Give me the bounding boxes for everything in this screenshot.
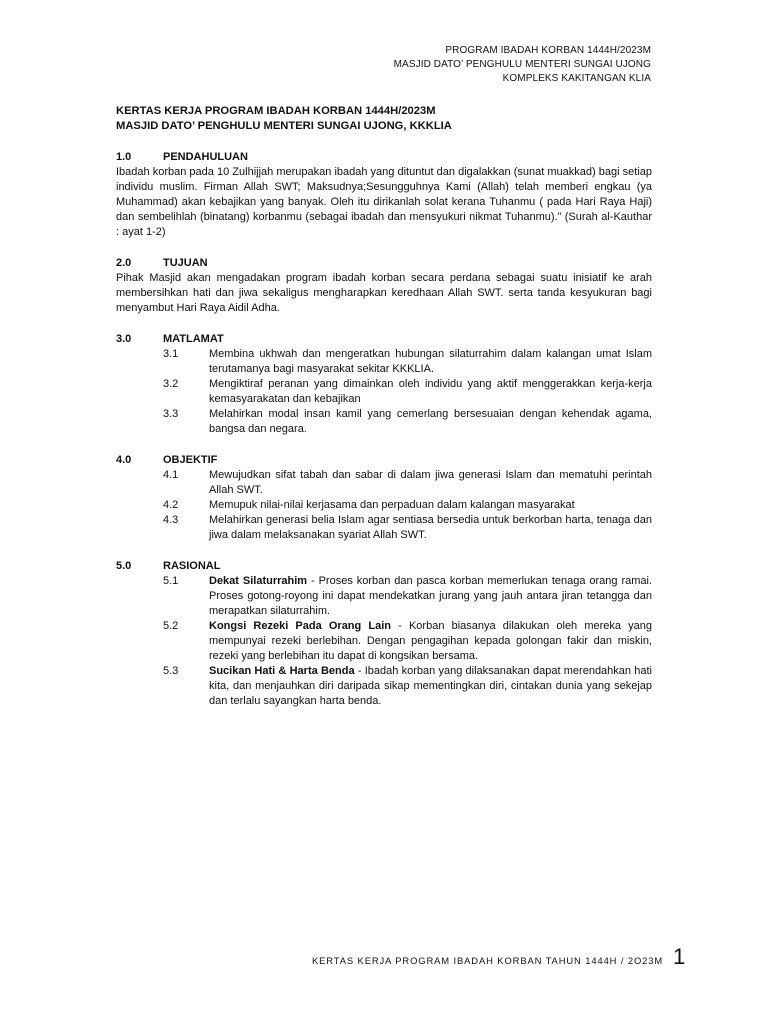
item-text: Melahirkan generasi belia Islam agar sentiasa bersedia untuk berkorban harta, tenaga dan jiwa dalam melaksanakan syariat Allah SWT. [209, 514, 652, 541]
header-line: PROGRAM IBADAH KORBAN 1444H/2023M [445, 45, 651, 56]
item-text: Membina ukhwah dan mengeratkan hubungan silaturrahim dalam kalangan umat Islam terutamanya bagi masyarakat sekitar KKKLIA. [209, 348, 652, 375]
section-tujuan [116, 256, 652, 316]
section-heading [116, 150, 652, 165]
running-footer: KERTAS KERJA PROGRAM IBADAH KORBAN TAHUN 1444H / 2O23M [312, 955, 664, 966]
section-pendahuluan [116, 150, 652, 240]
item-number: 3.3 [163, 408, 179, 420]
section-title: RASIONAL [163, 560, 221, 572]
list-item [163, 574, 652, 619]
item-text: Mengiktiraf peranan yang dimainkan oleh individu yang aktif menggerakkan kerja-kerja kemasyarakatan dan kebajikan [209, 378, 652, 405]
item-body: - Ibadah korban yang dilaksanakan dapat merendahkan hati kita, dan menjauhkan diri daripada sikap mementingkan diri, cintakan dunia yang sekejap dan terlalu sayangkan harta benda. [209, 665, 652, 707]
section-heading [116, 332, 652, 347]
section-objektif [116, 453, 652, 543]
list-item [163, 407, 652, 437]
section-number: 5.0 [116, 560, 132, 572]
item-number: 5.2 [163, 620, 179, 632]
list-item [163, 513, 652, 543]
item-lead: Dekat Silaturrahim [209, 575, 308, 587]
page-number: 1 [673, 944, 686, 969]
running-header [394, 44, 651, 86]
list-item [163, 498, 652, 513]
section-title: OBJEKTIF [163, 454, 218, 466]
item-text [209, 664, 652, 709]
title-line: KERTAS KERJA PROGRAM IBADAH KORBAN 1444H/2023M [116, 105, 436, 117]
list-item [163, 664, 652, 709]
item-number: 3.1 [163, 348, 179, 360]
header-line: MASJID DATO’ PENGHULU MENTERI SUNGAI UJONG [393, 59, 651, 70]
title-line: MASJID DATO’ PENGHULU MENTERI SUNGAI UJONG, KKKLIA [116, 120, 452, 132]
section-paragraph: Pihak Masjid akan mengadakan program ibadah korban secara perdana sebagai suatu inisiatif ke arah membersihkan hati dan jiwa sekaligus mengharapkan keredhaan Allah SWT. serta tanda kesyukuran bagi menyambut Hari Raya Aidil Adha. [116, 272, 652, 314]
section-rasional [116, 559, 652, 709]
item-number: 3.2 [163, 378, 179, 390]
item-text [209, 619, 652, 664]
item-number: 4.2 [163, 499, 179, 511]
list-item [163, 347, 652, 377]
section-title: TUJUAN [163, 257, 208, 269]
section-number: 1.0 [116, 151, 132, 163]
item-number: 4.1 [163, 469, 179, 481]
item-body: - Proses korban dan pasca korban memerlukan tenaga orang ramai. Proses gotong-royong ini dapat mendekatkan jurang yang jauh antara jiran tetangga dan merapatkan silaturrahim. [209, 575, 653, 617]
section-heading [116, 453, 652, 468]
item-lead: Kongsi Rezeki Pada Orang Lain [209, 620, 392, 632]
item-text: Mewujudkan sifat tabah dan sabar di dalam jiwa generasi Islam dan mematuhi perintah Allah SWT. [209, 469, 652, 496]
item-number: 5.1 [163, 575, 179, 587]
item-number: 4.3 [163, 514, 179, 526]
section-heading [116, 256, 652, 271]
section-title: MATLAMAT [163, 333, 224, 345]
item-lead: Sucikan Hati & Harta Benda [209, 665, 355, 677]
section-heading [116, 559, 652, 574]
item-number: 5.3 [163, 665, 179, 677]
list-item [163, 468, 652, 498]
section-number: 2.0 [116, 257, 132, 269]
item-body: - Korban biasanya dilakukan oleh mereka yang mempunyai rezeki berlebihan. Dengan pengagihan kepada golongan fakir dan miskin, rezeki yang berlebihan itu dapat di kongsikan bersama. [209, 620, 652, 662]
section-matlamat [116, 332, 652, 437]
section-paragraph: Ibadah korban pada 10 Zulhijjah merupakan ibadah yang dituntut dan digalakkan (sunat muakkad) bagi setiap individu muslim. Firman Allah SWT; Maksudnya;Sesungguhnya Kami (Allah) telah memberi engkau (ya Muhammad) akan kebajikan yang banyak. Oleh itu dirikanlah solat kerana Tuhanmu ( pada Hari Raya Haji) dan sembelihlah (binatang) korbanmu (sebagai ibadah dan mensyukuri nikmat Tuhanmu).” (Surah al-Kauthar : ayat 1-2) [116, 166, 652, 238]
document-body [116, 104, 652, 709]
header-line: KOMPLEKS KAKITANGAN KLIA [502, 73, 651, 84]
list-item [163, 619, 652, 664]
item-text: Melahirkan modal insan kamil yang cemerlang bersesuaian dengan kehendak agama, bangsa dan negara. [209, 408, 652, 435]
section-number: 3.0 [116, 333, 132, 345]
list-item [163, 377, 652, 407]
document-title [116, 104, 652, 134]
item-text [209, 574, 652, 619]
section-title: PENDAHULUAN [163, 151, 248, 163]
section-number: 4.0 [116, 454, 132, 466]
item-text: Memupuk nilai-nilai kerjasama dan perpaduan dalam kalangan masyarakat [209, 499, 575, 511]
